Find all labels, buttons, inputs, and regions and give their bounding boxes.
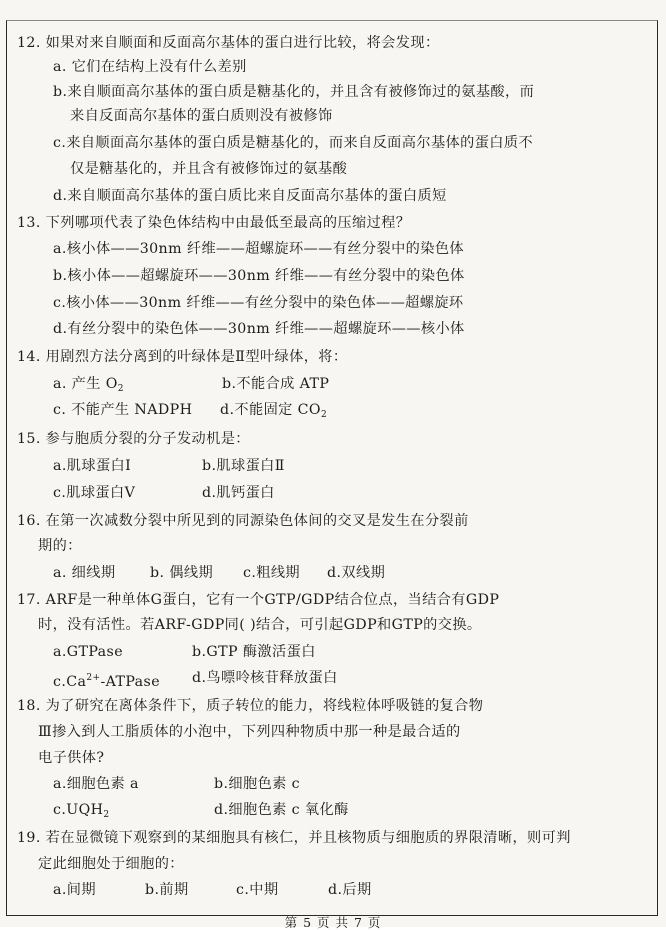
question-13-option-d: d.有丝分裂中的染色体——30nm 纤维——超螺旋环——核小体	[53, 321, 465, 337]
question-19-option-c: c.中期	[236, 882, 279, 898]
question-17-option-a: a.GTPase	[53, 644, 124, 660]
question-14-option-a	[53, 375, 124, 398]
question-16-option-a: a. 细线期	[53, 565, 116, 581]
question-16-option-c: c.粗线期	[243, 565, 301, 581]
question-12-option-c-line1: c.来自顺面高尔基体的蛋白质是糖基化的，而来自反面高尔基体的蛋白质不	[53, 135, 534, 151]
question-14-option-d	[220, 401, 327, 424]
question-17-option-c-superscript: 2+	[86, 673, 101, 683]
question-19-stem-line2: 定此细胞处于细胞的：	[38, 856, 184, 872]
page-number-footer: 第 5 页 共 7 页	[284, 915, 382, 930]
question-12-stem: 12. 如果对来自顺面和反面高尔基体的蛋白进行比较，将会发现：	[17, 35, 440, 51]
question-17-stem-line2: 时，没有活性。若ARF-GDP同( )结合，可引起GDP和GTP的交换。	[38, 617, 482, 633]
question-16-option-d: d.双线期	[327, 565, 386, 581]
question-13-option-c: c.核小体——30nm 纤维——有丝分裂中的染色体——超螺旋环	[53, 295, 464, 311]
question-12-option-b-line2: 来自反面高尔基体的蛋白质则没有被修饰	[70, 108, 333, 124]
question-17-option-d: d.鸟嘌呤核苷释放蛋白	[192, 670, 338, 686]
question-14-option-a-text: a. 产生 O	[53, 376, 118, 392]
question-12-option-b-line1: b.来自顺面高尔基体的蛋白质是糖基化的，并且含有被修饰过的氨基酸，而	[53, 84, 535, 100]
question-17-stem-line1: 17. ARF是一种单体G蛋白，它有一个GTP/GDP结合位点，当结合有GDP	[17, 592, 500, 608]
question-17-option-b: b.GTP 酶激活蛋白	[192, 644, 316, 660]
question-14-option-a-subscript: 2	[117, 384, 124, 394]
question-17-option-c-text: c.Ca	[53, 674, 87, 690]
question-17-option-c-suffix: -ATPase	[100, 674, 161, 690]
question-18-option-b: b.细胞色素 c	[214, 776, 300, 792]
question-15-option-a: a.肌球蛋白Ⅰ	[53, 458, 132, 474]
question-18-stem-line1: 18. 为了研究在离体条件下，质子转位的能力，将线粒体呼吸链的复合物	[17, 698, 484, 714]
question-13-stem: 13. 下列哪项代表了染色体结构中由最低至最高的压缩过程？	[17, 215, 411, 231]
question-16-stem-line1: 16. 在第一次减数分裂中所见到的同源染色体间的交叉是发生在分裂前	[17, 513, 469, 529]
question-18-option-c-text: c.UQH	[53, 802, 104, 818]
question-14-stem: 14. 用剧烈方法分离到的叶绿体是Ⅱ型叶绿体，将：	[17, 349, 348, 365]
question-18-option-a: a.细胞色素 a	[53, 776, 139, 792]
question-18-option-d: d.细胞色素 c 氧化酶	[214, 802, 349, 818]
question-14-option-d-subscript: 2	[320, 410, 328, 420]
question-13-option-b: b.核小体——超螺旋环——30nm 纤维——有丝分裂中的染色体	[53, 268, 465, 284]
question-12-option-d: d.来自顺面高尔基体的蛋白质比来自反面高尔基体的蛋白质短	[53, 188, 447, 204]
question-14-option-b: b.不能合成 ATP	[222, 376, 330, 392]
question-18-option-c-subscript: 2	[103, 810, 110, 820]
question-14-option-d-text: d.不能固定 CO	[220, 402, 321, 418]
question-18-stem-line2: Ⅲ掺入到人工脂质体的小泡中，下列四种物质中那一种是最合适的	[38, 724, 461, 740]
question-18-stem-line3: 电子供体?	[38, 750, 105, 766]
question-19-stem-line1: 19. 若在显微镜下观察到的某细胞具有核仁，并且核物质与细胞质的界限清晰，则可判	[17, 830, 571, 846]
question-16-stem-line2: 期的：	[38, 538, 82, 554]
question-12-option-a: a. 它们在结构上没有什么差别	[53, 59, 247, 75]
question-12-option-c-line2: 仅是糖基化的，并且含有被修饰过的氨基酸	[70, 161, 348, 177]
question-15-option-b: b.肌球蛋白Ⅱ	[202, 458, 285, 474]
question-15-option-c: c.肌球蛋白Ⅴ	[53, 485, 136, 501]
question-17-option-c	[53, 669, 160, 691]
question-18-option-c	[53, 801, 110, 824]
question-16-option-b: b. 偶线期	[150, 565, 214, 581]
question-14-option-c: c. 不能产生 NADPH	[53, 402, 193, 418]
question-13-option-a: a.核小体——30nm 纤维——超螺旋环——有丝分裂中的染色体	[53, 241, 465, 257]
question-19-option-b: b.前期	[145, 882, 189, 898]
question-15-option-d: d.肌钙蛋白	[202, 485, 275, 501]
question-19-option-a: a.间期	[53, 882, 96, 898]
question-15-stem: 15. 参与胞质分裂的分子发动机是：	[17, 431, 250, 447]
question-19-option-d: d.后期	[328, 882, 372, 898]
